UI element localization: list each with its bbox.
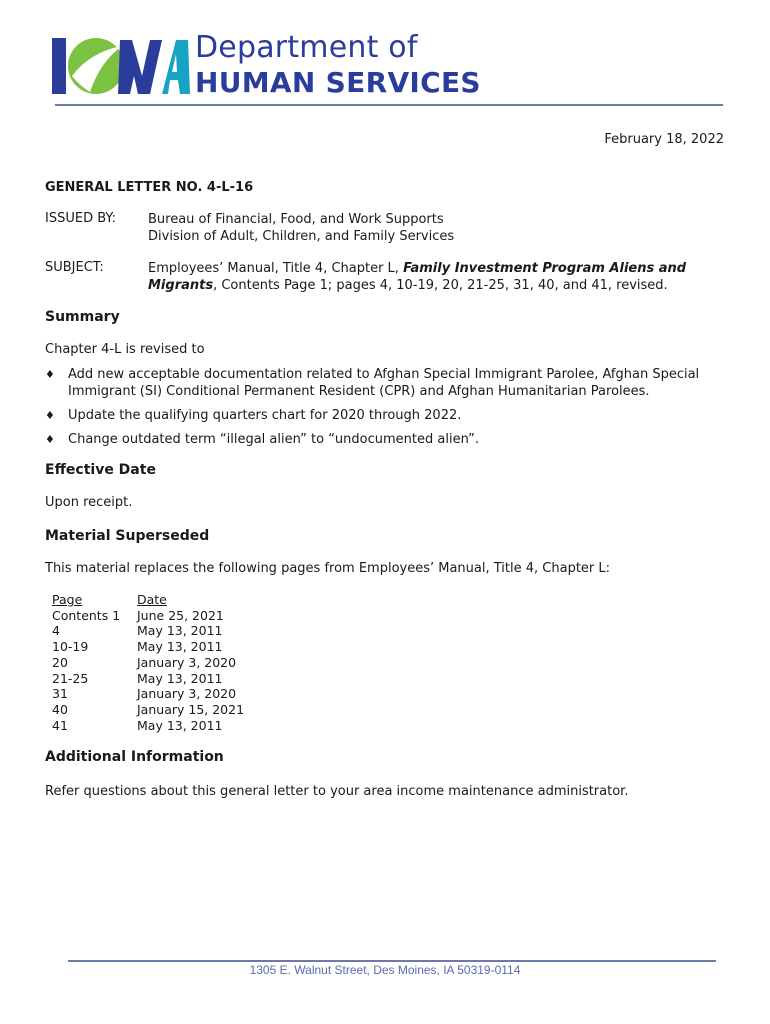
table-row: 4 May 13, 2011	[52, 623, 223, 639]
table-row: 20 January 3, 2020	[52, 654, 237, 670]
table-row: 41 May 13, 2011	[52, 717, 223, 733]
date-column-header: Date	[137, 592, 167, 607]
summary-heading: Summary	[45, 309, 120, 325]
table-header	[52, 592, 244, 608]
subject-value	[148, 260, 718, 294]
footer-address: 1305 E. Walnut Street, Des Moines, IA 50319-0114	[249, 963, 521, 977]
additional-information-text: Refer questions about this general letter to your area income maintenance administrator.	[45, 784, 629, 799]
table-row: Contents 1 June 25, 2021	[52, 607, 224, 623]
department-title-line1: Department of	[195, 30, 418, 65]
letter-number: GENERAL LETTER NO. 4-L-16	[45, 180, 254, 195]
diamond-bullet-icon: ♦	[45, 368, 55, 381]
footer-divider	[68, 960, 716, 962]
table-row: 21-25 May 13, 2011	[52, 670, 223, 686]
issued-by-value	[148, 211, 454, 245]
diamond-bullet-icon: ♦	[45, 433, 55, 446]
issued-by-label: ISSUED BY:	[45, 211, 117, 226]
subject-emphasis-1: Family Investment Program Aliens and	[403, 261, 687, 276]
table-row: 40 January 15, 2021	[52, 701, 245, 717]
effective-date-text: Upon receipt.	[45, 495, 133, 510]
iowa-logo	[50, 36, 190, 98]
additional-information-heading: Additional Information	[45, 749, 224, 765]
subject-prefix: Employees’ Manual, Title 4, Chapter L,	[148, 261, 404, 276]
letter-date: February 18, 2022	[604, 132, 724, 147]
subject-suffix: , Contents Page 1; pages 4, 10-19, 20, 21-25, 31, 40, and 41, revised.	[213, 278, 668, 293]
subject-label: SUBJECT:	[45, 260, 104, 275]
diamond-bullet-icon: ♦	[45, 409, 55, 422]
issued-by-line2: Division of Adult, Children, and Family Services	[148, 229, 455, 244]
material-superseded-heading: Material Superseded	[45, 528, 210, 544]
table-row: 10-19 May 13, 2011	[52, 639, 223, 655]
header-divider	[55, 104, 723, 106]
material-superseded-text: This material replaces the following pages from Employees’ Manual, Title 4, Chapter L:	[45, 561, 611, 576]
list-item: ♦ Update the qualifying quarters chart for 2020 through 2022.	[45, 408, 462, 423]
subject-emphasis-2: Migrants	[148, 278, 214, 293]
summary-intro: Chapter 4-L is revised to	[45, 342, 205, 357]
issued-by-line1: Bureau of Financial, Food, and Work Supports	[148, 212, 444, 227]
list-item: ♦ Change outdated term “illegal alien” to “undocumented alien”.	[45, 432, 479, 447]
effective-date-heading: Effective Date	[45, 462, 156, 478]
department-title-line2: HUMAN SERVICES	[195, 66, 481, 99]
list-item: ♦ Add new acceptable documentation related to Afghan Special Immigrant Parolee, Afghan Special Immigrant (SI) Conditional Permanent Resident (CPR) and Afghan Humanitarian Parolees.	[45, 367, 700, 399]
page-column-header: Page	[52, 592, 83, 607]
summary-bullet-list	[45, 366, 735, 455]
superseded-pages-table	[52, 592, 244, 733]
table-row: 31 January 3, 2020	[52, 686, 237, 702]
